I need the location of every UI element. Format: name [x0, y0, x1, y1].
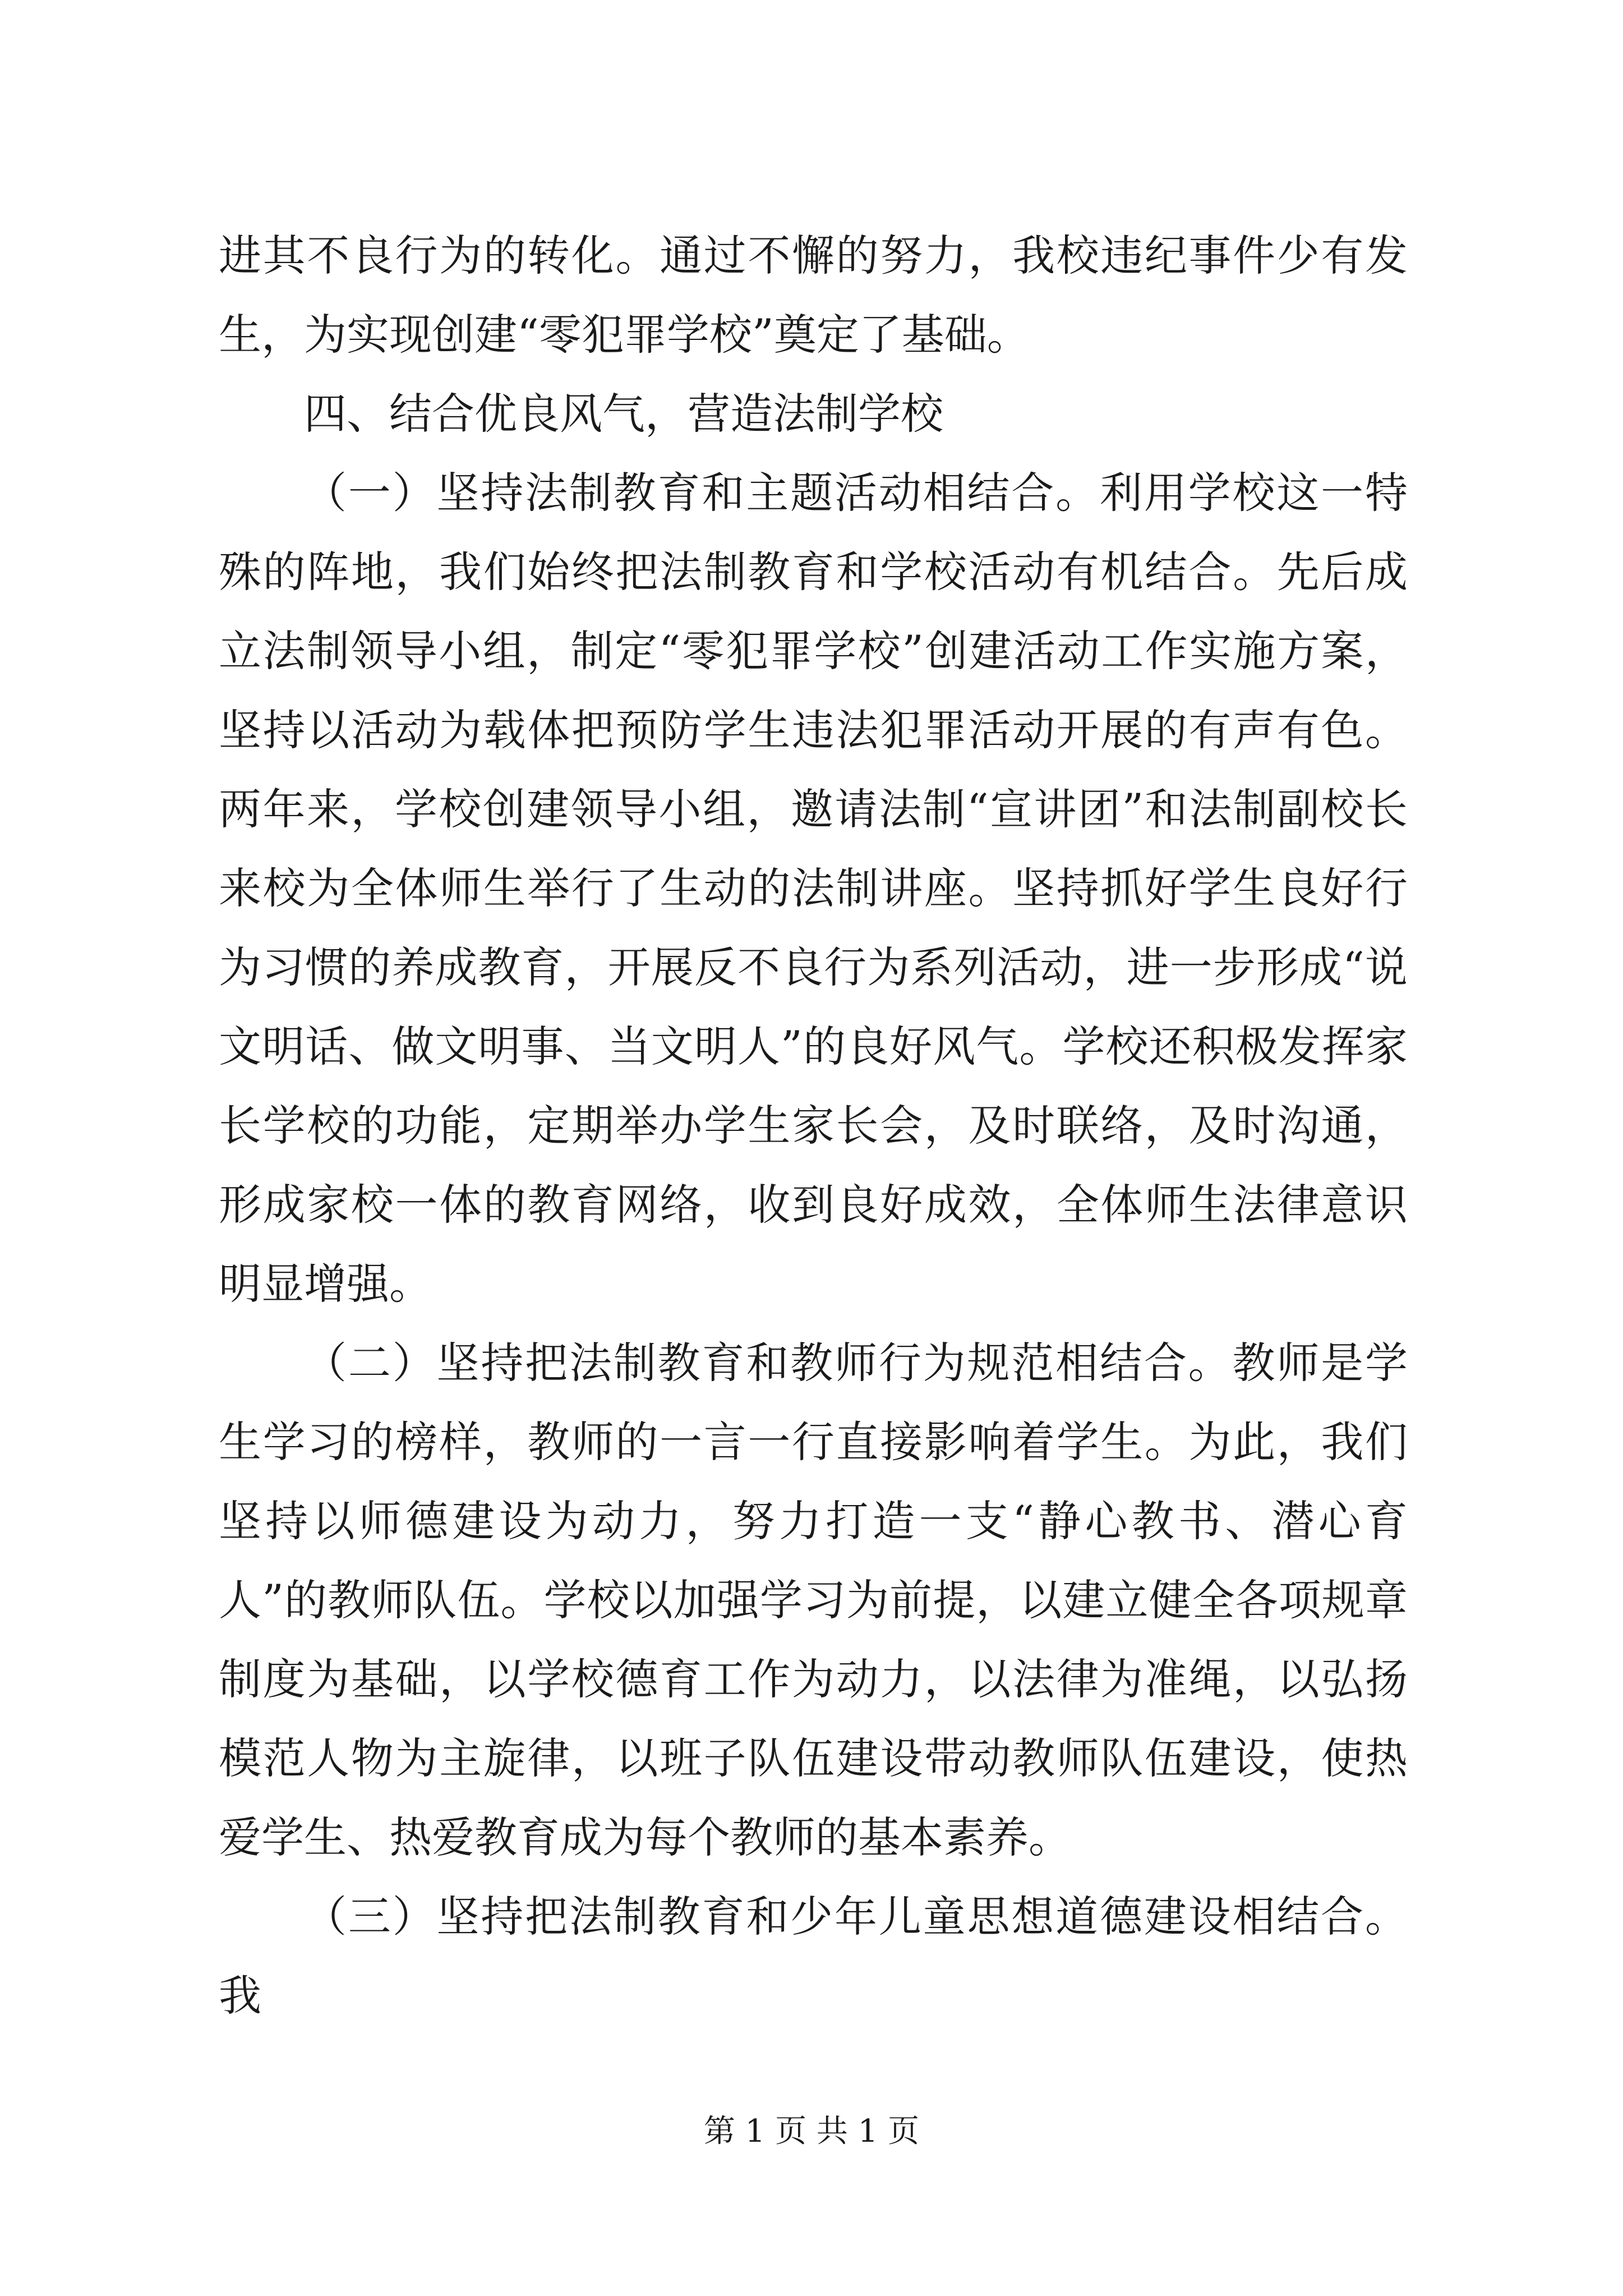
paragraph-item-2: （二）坚持把法制教育和教师行为规范相结合。教师是学生学习的榜样，教师的一言一行直接影响着学生。为此，我们坚持以师德建设为动力，努力打造一支“静心教书、潜心育人”的教师队伍。学校以加强学习为前提，以建立健全各项规章制度为基础，以学校德育工作为动力，以法律为准绳，以弘扬模范人物为主旋律，以班子队伍建设带动教师队伍建设，使热爱学生、热爱教育成为每个教师的基本素养。 [219, 1338, 1408, 1862]
paragraph-continuation: 进其不良行为的转化。通过不懈的努力，我校违纪事件少有发生，为实现创建“零犯罪学校”奠定了基础。 [219, 231, 1408, 360]
page-footer: 第 1 页 共 1 页 [703, 2113, 920, 2150]
paragraph-item-1: （一）坚持法制教育和主题活动相结合。利用学校这一特殊的阵地，我们始终把法制教育和学校活动有机结合。先后成立法制领导小组，制定“零犯罪学校”创建活动工作实施方案，坚持以活动为载体把预防学生违法犯罪活动开展的有声有色。两年来，学校创建领导小组，邀请法制“宣讲团”和法制副校长来校为全体师生举行了生动的法制讲座。坚持抓好学生良好行为习惯的养成教育，开展反不良行为系列活动，进一步形成“说文明话、做文明事、当文明人”的良好风气。学校还积极发挥家长学校的功能，定期举办学生家长会，及时联络，及时沟通，形成家校一体的教育网络，收到良好成效，全体师生法律意识明显增强。 [219, 468, 1408, 1309]
paragraph-item-3: （三）坚持把法制教育和少年儿童思想道德建设相结合。我 [219, 1892, 1408, 2021]
section-heading: 四、结合优良风气，营造法制学校 [304, 389, 943, 439]
document-body [219, 216, 1408, 2035]
